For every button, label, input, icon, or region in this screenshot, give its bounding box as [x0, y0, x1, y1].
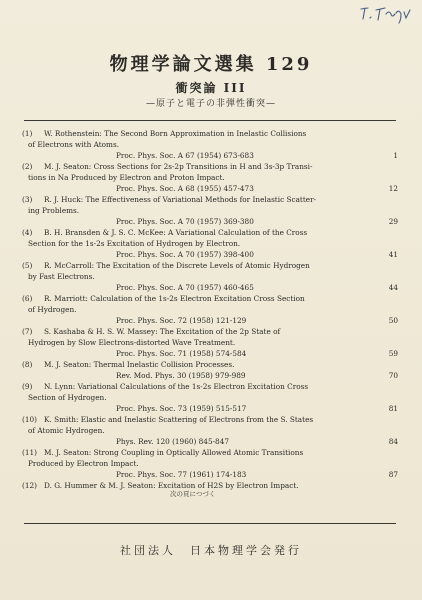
toc-entry-citation-line [22, 282, 400, 293]
toc-entry-page: 44 [388, 283, 398, 292]
toc-entry-text: S. Kashaba & H. S. W. Massey: The Excitation of the 2p State of [44, 327, 281, 336]
toc-entry-number: (5) [22, 261, 33, 270]
toc-entry-text: of Hydrogen. [28, 305, 77, 314]
toc-entry-line [22, 293, 400, 304]
toc-entry-line [22, 172, 400, 183]
toc-entry-page: 70 [388, 371, 398, 380]
toc-entry-page: 81 [388, 404, 398, 413]
table-of-contents [22, 128, 400, 498]
toc-entry-line [22, 359, 400, 370]
toc-entry-line [22, 161, 400, 172]
toc-entry-text: of Electrons with Atoms. [28, 140, 120, 149]
toc-entry-citation-line [22, 469, 400, 480]
toc-entry-number: (7) [22, 327, 33, 336]
toc-entry-citation: Proc. Phys. Soc. A 70 (1957) 369-380 [116, 217, 254, 226]
toc-entry-citation-line [22, 183, 400, 194]
toc-entry-page: 59 [388, 349, 398, 358]
toc-entry-citation: Proc. Phys. Soc. A 70 (1957) 398-400 [116, 250, 254, 259]
toc-entry-number: (2) [22, 162, 33, 171]
toc-entry-citation: Proc. Phys. Soc. A 68 (1955) 457-473 [116, 184, 254, 193]
top-rule [24, 120, 396, 121]
toc-entry [22, 161, 400, 194]
toc-entry-page: 12 [388, 184, 398, 193]
toc-entry-text: Hydrogen by Slow Electrons-distorted Wave Treatment. [28, 338, 236, 347]
publisher: 社団法人 日本物理学会発行 [120, 544, 302, 557]
toc-entry-line [22, 205, 400, 216]
toc-entry-text: N. Lynn: Variational Calculations of the 1s-2s Electron Excitation Cross [44, 382, 309, 391]
toc-entry-line [22, 447, 400, 458]
toc-entry-text: Section for the 1s-2s Excitation of Hydrogen by Electron. [28, 239, 241, 248]
toc-entry-citation-line [22, 403, 400, 414]
toc-entry-text: B. H. Bransden & J. S. C. McKee: A Variational Calculation of the Cross [44, 228, 308, 237]
toc-entry-line [22, 139, 400, 150]
toc-entry-line [22, 381, 400, 392]
toc-entry-text: Section of Hydrogen. [28, 393, 107, 402]
toc-entry-citation: Rev. Mod. Phys. 30 (1958) 979-989 [116, 371, 246, 380]
toc-entry-line [22, 304, 400, 315]
toc-entry-page: 87 [388, 470, 398, 479]
toc-entry-citation: Proc. Phys. Soc. 72 (1958) 121-129 [116, 316, 247, 325]
continued-note: 次の頁につづく [170, 490, 216, 498]
toc-entry-text: R. Marriott: Calculation of the 1s-2s Electron Excitation Cross Section [44, 294, 305, 303]
toc-entry-line [22, 128, 400, 139]
toc-entry-text: M. J. Seaton: Strong Coupling in Optically Allowed Atomic Transitions [44, 448, 304, 457]
volume-title: 衝突論 III [175, 81, 247, 95]
toc-entry-text: W. Rothenstein: The Second Born Approximation in Inelastic Collisions [44, 129, 307, 138]
toc-entry [22, 326, 400, 359]
toc-entry-number: (11) [22, 448, 37, 457]
toc-entry-page: 50 [388, 316, 398, 325]
toc-entry-text: R. J. Huck: The Effectiveness of Variational Methods for Inelastic Scatter- [44, 195, 317, 204]
toc-entry-text: M. J. Seaton: Cross Sections for 2s-2p Transitions in H and 3s-3p Transi- [44, 162, 313, 171]
handwritten-signature [358, 4, 414, 26]
toc-entry-text: ing Problems. [28, 206, 80, 215]
toc-entry-page: 84 [388, 437, 398, 446]
toc-entry-line [22, 326, 400, 337]
toc-entry-citation-line [22, 249, 400, 260]
toc-entry [22, 447, 400, 480]
toc-entry-citation: Phys. Rev. 120 (1960) 845-847 [116, 437, 229, 446]
toc-entry [22, 381, 400, 414]
toc-entry-line [22, 194, 400, 205]
toc-entry-line [22, 238, 400, 249]
toc-entry-text: of Atomic Hydrogen. [28, 426, 105, 435]
toc-entry-line [22, 271, 400, 282]
toc-entry-text: tions in Na Produced by Electron and Proton Impact. [28, 173, 225, 182]
toc-entry [22, 359, 400, 381]
toc-entry-line [22, 337, 400, 348]
toc-entry [22, 194, 400, 227]
toc-entry-number: (8) [22, 360, 33, 369]
toc-entry [22, 293, 400, 326]
toc-entry-number: (12) [22, 481, 37, 490]
toc-entry [22, 260, 400, 293]
toc-entry [22, 480, 400, 491]
toc-entry-citation-line [22, 370, 400, 381]
toc-entry-line [22, 392, 400, 403]
toc-entry-line [22, 414, 400, 425]
toc-entry-citation: Proc. Phys. Soc. 77 (1961) 174-183 [116, 470, 247, 479]
series-title: 物理学論文選集 129 [109, 54, 313, 75]
toc-entry-line [22, 425, 400, 436]
toc-entry-number: (3) [22, 195, 33, 204]
toc-entry-line [22, 260, 400, 271]
toc-entry [22, 414, 400, 447]
toc-entry-citation-line [22, 315, 400, 326]
toc-entry-page: 41 [388, 250, 398, 259]
toc-entry-citation-line [22, 216, 400, 227]
toc-entry-text: by Fast Electrons. [28, 272, 95, 281]
toc-entry-page: 29 [388, 217, 398, 226]
toc-entry-line [22, 458, 400, 469]
toc-entry-citation: Proc. Phys. Soc. 73 (1959) 515-517 [116, 404, 247, 413]
toc-entry-number: (4) [22, 228, 33, 237]
toc-entry-number: (6) [22, 294, 33, 303]
toc-entry-page: 1 [393, 151, 398, 160]
toc-entry-citation-line [22, 436, 400, 447]
toc-entry-text: K. Smith: Elastic and Inelastic Scattering of Electrons from the S. States [44, 415, 314, 424]
toc-entry-citation: Proc. Phys. Soc. 71 (1958) 574-584 [116, 349, 247, 358]
toc-entry-number: (1) [22, 129, 33, 138]
toc-entry-number: (10) [22, 415, 37, 424]
bottom-rule [24, 523, 396, 524]
toc-entry-citation: Proc. Phys. Soc. A 67 (1954) 673-683 [116, 151, 254, 160]
toc-entry-number: (9) [22, 382, 33, 391]
toc-entry-text: Produced by Electron Impact. [28, 459, 139, 468]
toc-entry-citation: Proc. Phys. Soc. A 70 (1957) 460-465 [116, 283, 254, 292]
toc-entry [22, 227, 400, 260]
toc-entry-text: R. McCarroll: The Excitation of the Discrete Levels of Atomic Hydrogen [44, 261, 310, 270]
toc-entry-citation-line [22, 150, 400, 161]
toc-entry-line [22, 227, 400, 238]
toc-entry-line [22, 480, 400, 491]
toc-entry-citation-line [22, 348, 400, 359]
toc-entry-text: M. J. Seaton: Thermal Inelastic Collision Processes. [44, 360, 235, 369]
toc-entry [22, 128, 400, 161]
toc-entry-text: D. G. Hummer & M. J. Seaton: Excitation of H2S by Electron Impact. [44, 481, 299, 490]
volume-subtitle: —原子と電子の非弾性衝突— [145, 99, 276, 109]
